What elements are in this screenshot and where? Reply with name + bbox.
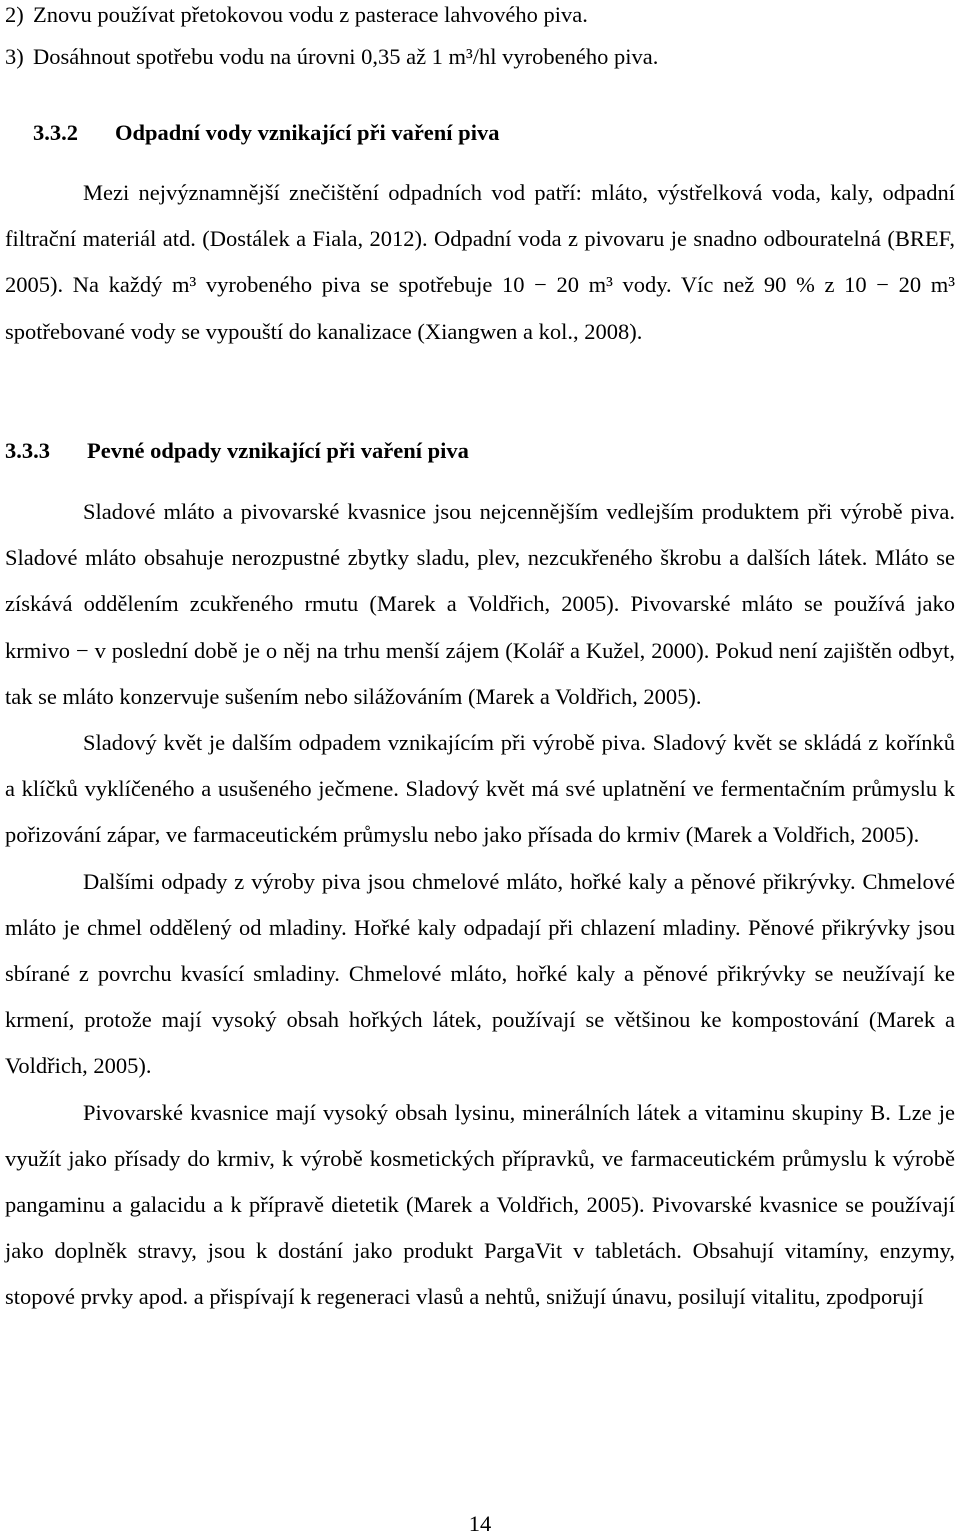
paragraph: Sladový květ je dalším odpadem vznikajícím při výrobě piva. Sladový květ se skládá z kořínků a klíčků vyklíčeného a usušeného ječmene. Sladový květ má své uplatnění ve fermentačním průmyslu k pořizování zápar, ve farmaceutickém průmyslu nebo jako přísada do krmiv (Marek a Voldřich, 2005). xyxy=(5,730,955,848)
section-title: Odpadní vody vznikající při vaření piva xyxy=(115,120,500,145)
section-heading-333 xyxy=(5,436,469,466)
list-item-number: 2) xyxy=(5,2,24,27)
page-number: 14 xyxy=(468,1511,492,1536)
list-item-number: 3) xyxy=(5,44,24,69)
list-item xyxy=(5,42,658,72)
paragraph: Pivovarské kvasnice mají vysoký obsah lysinu, minerálních látek a vitaminu skupiny B. Lze je využít jako přísady do krmiv, k výrobě kosmetických přípravků, ve farmaceutickém průmyslu k výrobě pangaminu a galacidu a k přípravě dietetik (Marek a Voldřich, 2005). Pivovarské kvasnice se používají jako doplněk stravy, jsou k dostání jako produkt PargaVit v tabletách. Obsahují vitamíny, enzymy, stopové prvky apod. a přispívají k regeneraci vlasů a nehtů, snižují únavu, posilují vitalitu, zpodporují xyxy=(5,1099,955,1310)
section-body-333 xyxy=(5,489,955,1321)
paragraph: Dalšími odpady z výroby piva jsou chmelové mláto, hořké kaly a pěnové přikrývky. Chmelové mláto je chmel oddělený od mladiny. Hořké kaly odpadají při chlazení mladiny. Pěnové přikrývky jsou sbírané z povrchu kvasící smladiny. Chmelové mláto, hořké kaly a pěnové přikrývky se neužívají ke krmení, protože mají vysoký obsah hořkých látek, používají se většinou ke kompostování (Marek a Voldřich, 2005). xyxy=(5,868,955,1079)
section-body-332 xyxy=(5,170,955,355)
paragraph: Sladové mláto a pivovarské kvasnice jsou nejcennějším vedlejším produktem při výrobě piva. Sladové mláto obsahuje nerozpustné zbytky sladu, plev, nezcukřeného škrobu a dalších látek. Mláto se získává oddělením zcukřeného rmutu (Marek a Voldřich, 2005). Pivovarské mláto se používá jako krmivo − v poslední době je o něj na trhu menší zájem (Kolář a Kužel, 2000). Pokud není zajištěn odbyt, tak se mláto konzervuje sušením nebo silážováním (Marek a Voldřich, 2005). xyxy=(5,499,955,709)
section-number: 3.3.2 xyxy=(33,120,78,145)
list-item xyxy=(5,0,588,30)
section-heading-332 xyxy=(33,118,499,148)
list-item-text: Znovu používat přetokovou vodu z pasterace lahvového piva. xyxy=(33,2,588,27)
section-number: 3.3.3 xyxy=(5,438,50,463)
paragraph: Mezi nejvýznamnější znečištění odpadních vod patří: mláto, výstřelková voda, kaly, odpadní filtrační materiál atd. (Dostálek a Fiala, 2012). Odpadní voda z pivovaru je snadno odbouratelná (BREF, 2005). Na každý m³ vyrobeného piva se spotřebuje 10 − 20 m³ vody. Víc než 90 % z 10 − 20 m³ spotřebované vody se vypouští do kanalizace (Xiangwen a kol., 2008). xyxy=(5,180,955,344)
section-title: Pevné odpady vznikající při vaření piva xyxy=(87,438,469,463)
list-item-text: Dosáhnout spotřebu vodu na úrovni 0,35 až 1 m³/hl vyrobeného piva. xyxy=(33,44,659,69)
